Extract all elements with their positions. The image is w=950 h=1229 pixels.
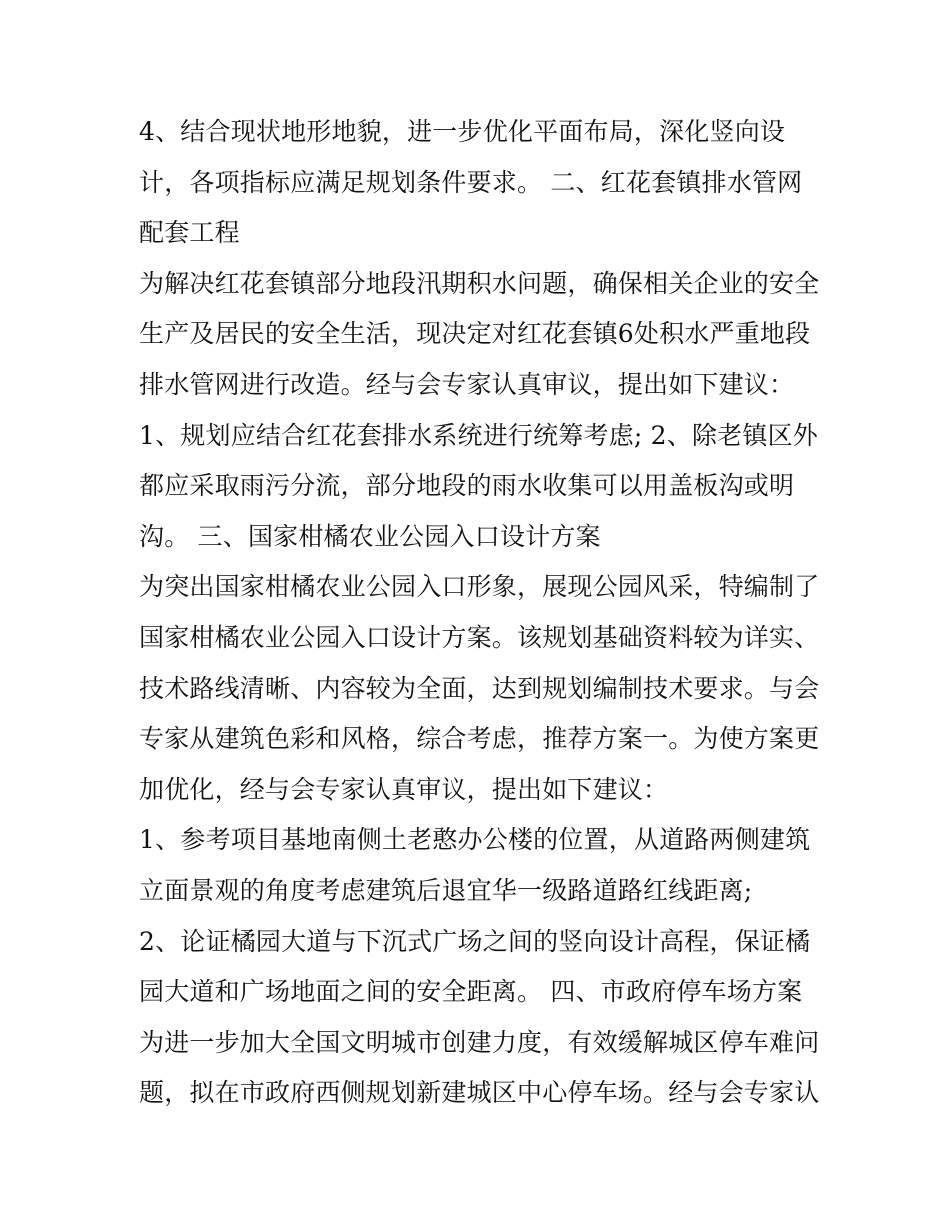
text-line: 为突出国家柑橘农业公园入口形象，展现公园风采，特编制了 (139, 572, 820, 602)
text-line: 国家柑橘农业公园入口设计方案。该规划基础资料较为详实、 (139, 622, 820, 652)
text-line: 沟。 三、国家柑橘农业公园入口设计方案 (139, 521, 601, 551)
text-line: 1、参考项目基地南侧土老憨办公楼的位置，从道路两侧建筑 (139, 825, 811, 855)
text-line: 排水管网进行改造。经与会专家认真审议，提出如下建议： (139, 369, 795, 399)
text-line: 为进一步加大全国文明城市创建力度，有效缓解城区停车难问 (139, 1027, 820, 1057)
text-line: 技术路线清晰、内容较为全面，达到规划编制技术要求。与会 (139, 673, 820, 703)
text-line: 立面景观的角度考虑建筑后退宜华一级路道路红线距离; (139, 875, 753, 905)
text-line: 都应采取雨污分流，部分地段的雨水收集可以用盖板沟或明 (139, 471, 795, 501)
text-line: 园大道和广场地面之间的安全距离。 四、市政府停车场方案 (139, 977, 803, 1007)
document-body (139, 107, 819, 1119)
text-line: 2、论证橘园大道与下沉式广场之间的竖向设计高程，保证橘 (139, 926, 811, 956)
text-line: 4、结合现状地形地貌，进一步优化平面布局，深化竖向设 (139, 117, 786, 146)
text-line: 生产及居民的安全生活，现决定对红花套镇6处积水严重地段 (139, 319, 811, 349)
text-line: 为解决红花套镇部分地段汛期积水问题，确保相关企业的安全 (139, 268, 820, 298)
text-line: 专家从建筑色彩和风格，综合考虑，推荐方案一。为使方案更 (139, 724, 820, 754)
text-line: 配套工程 (139, 218, 240, 248)
text-line: 题，拟在市政府西侧规划新建城区中心停车场。经与会专家认 (139, 1078, 820, 1108)
text-line: 计，各项指标应满足规划条件要求。 二、红花套镇排水管网 (139, 167, 803, 197)
text-line: 1、规划应结合红花套排水系统进行统筹考虑; 2、除老镇区外 (139, 420, 818, 450)
text-line: 加优化，经与会专家认真审议，提出如下建议： (139, 774, 669, 804)
